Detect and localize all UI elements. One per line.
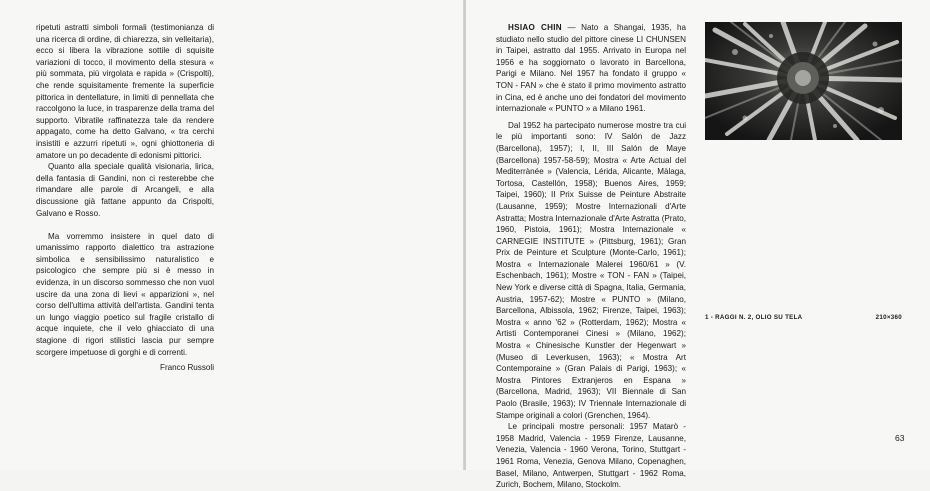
essay-paragraph: Quanto alla speciale qualità visionaria, lirica, della fantasia di Gandini, non ci resterebbe che rimandare alle parole di Arcangeli, e alla discussione già fattane appunto da Crispolti, Galvano e Rosso.: [36, 162, 214, 218]
artwork-photo: [705, 22, 902, 140]
essay-paragraph: ripetuti astratti simboli formali (testimonianza di una ricerca di ordine, di chiarezza, sin velleitaria), ecco si libera la vibrazione sottile di squisite variazioni di tocco, il movimento della stesura « più sommata, più virgolata e rapida » (Crispolti), che rende squisitamente fremente la superficie pittorica in dentellature, in limiti di pennellata che raccolgono la luce, in trasparenze della trama del supporto. Vibratile raffinatezza tale da rendere appagato, come ha detto Galvano, « tra cerchi insistiti e azzurri ripetuti », ogni ghiottoneria di amatore un po decadente di edonismi pittorici.: [36, 23, 214, 160]
page-number: 63: [895, 433, 905, 443]
solo-exhibitions-paragraph: Le principali mostre personali: 1957 Matarò - 1958 Madrid, Valencia - 1959 Firenze, Lausanne, Venezia, Valencia - 1960 Verona, Torino, Stuttgart - 1961 Roma, Venezia, Genova Milano, Copenaghen, Basel, Milano, Antwerpen, Stuttgart - 1962 Roma, Zurich, Bochem, Milano, Stockolm.: [496, 422, 686, 490]
artwork-caption: [705, 314, 902, 321]
essay-text: [36, 22, 214, 374]
bio-paragraph: [496, 22, 686, 115]
exhibitions-paragraph: Dal 1952 ha partecipato numerose mostre tra cui le più importanti sono: IV Salón de Jazz (Barcellona), 1957); I, II, III Salón de Maye (Barcellona) 1957-58-59); Mostra « Arte Actual del Mediterrànée » (Valencia, Lérida, Alicante, Màlaga, Tortosa, Castellón, 1958); Buenos Aires, 1959; Taipei, 1960); II Prix Suisse de Peinture Abstraite (Lausanne, 1959); Mostre Internazionali d'Arte Astratta; Mostra Internazionale d'Arte Astratta (Prato, 1960, Pistoia, 1961); Mostra Internazionale « CARNEGIE INSTITUTE » (Pittsburg, 1961); Gran Prix de Peinture et Sculpture (Monte-Carlo, 1961); Mostra « Internazionale Malerei 1960/61 » (V. Eschenbach, 1961); Mostre « TON - FAN » (Taipei, New York e diverse città di Spagna, Italia, Germania, Austria, 1957-62); Mostre « PUNTO » (Milano, Barcellona, Albissola, 1962; Firenze, Taipei, 1963); Mostra « anno '62 » (Rotterdam, 1962); Mostra « Artisti Contemporanei Cinesi » (Milano, 1962); Mostra « Chinesische Kunstler der Hegenwart » (Museo di Leverkusen, 1963); « Mostra Art Contemporaine » (Gran Palais di Parigi, 1963); « Mostra Pintores Extranjeros en Espana » (Barcellona, Madrid, 1963); VII Biennale di San Paolo (Brasile, 1963); IV Triennale Internazionale di Stampe originali a colori (Grenchen, 1964).: [496, 120, 686, 420]
bio-intro: — Nato a Shangai, 1935, ha studiato nello studio del pittore cinese LI CHUNSEN in Taipei, astratto dal 1955. Arrivato in Europa nel 1956 e ha soggiornato o lavorato in Barcellona, Parigi e Milano. Nel 1957 ha fondato il gruppo « TON - FAN » che è stato il primo movimento astratto in Cina, ed è anche uno dei fondatori del movimento internazionale « PUNTO » a Milano 1961.: [496, 23, 686, 114]
artist-biography: [496, 22, 686, 491]
artist-name: HSIAO CHIN: [508, 23, 562, 32]
artwork-title: 1 - RAGGI N. 2, OLIO SU TELA: [705, 314, 803, 321]
artwork-dimensions: 210×360: [875, 314, 902, 321]
author-signature: Franco Russoli: [160, 363, 214, 373]
essay-paragraph: Ma vorremmo insistere in quel dato di umanissimo rapporto dialettico tra astrazione simbolica e sensibilissimo naturalistico e psicologico che sempre più si è messo in evidenza, in un discorso sommesso che non vuol uscire da una zona di lievi « apparizioni », nel corso dell'ultima attività dell'artista. Gandini tenta un lungo viaggio poetico sul fragile cristallo di acque inquiete, che il velo ghiacciato di una stagione di rigori stilistici lascia pur sempre scorgere impetuose di gorghi e di correnti.: [36, 231, 214, 357]
